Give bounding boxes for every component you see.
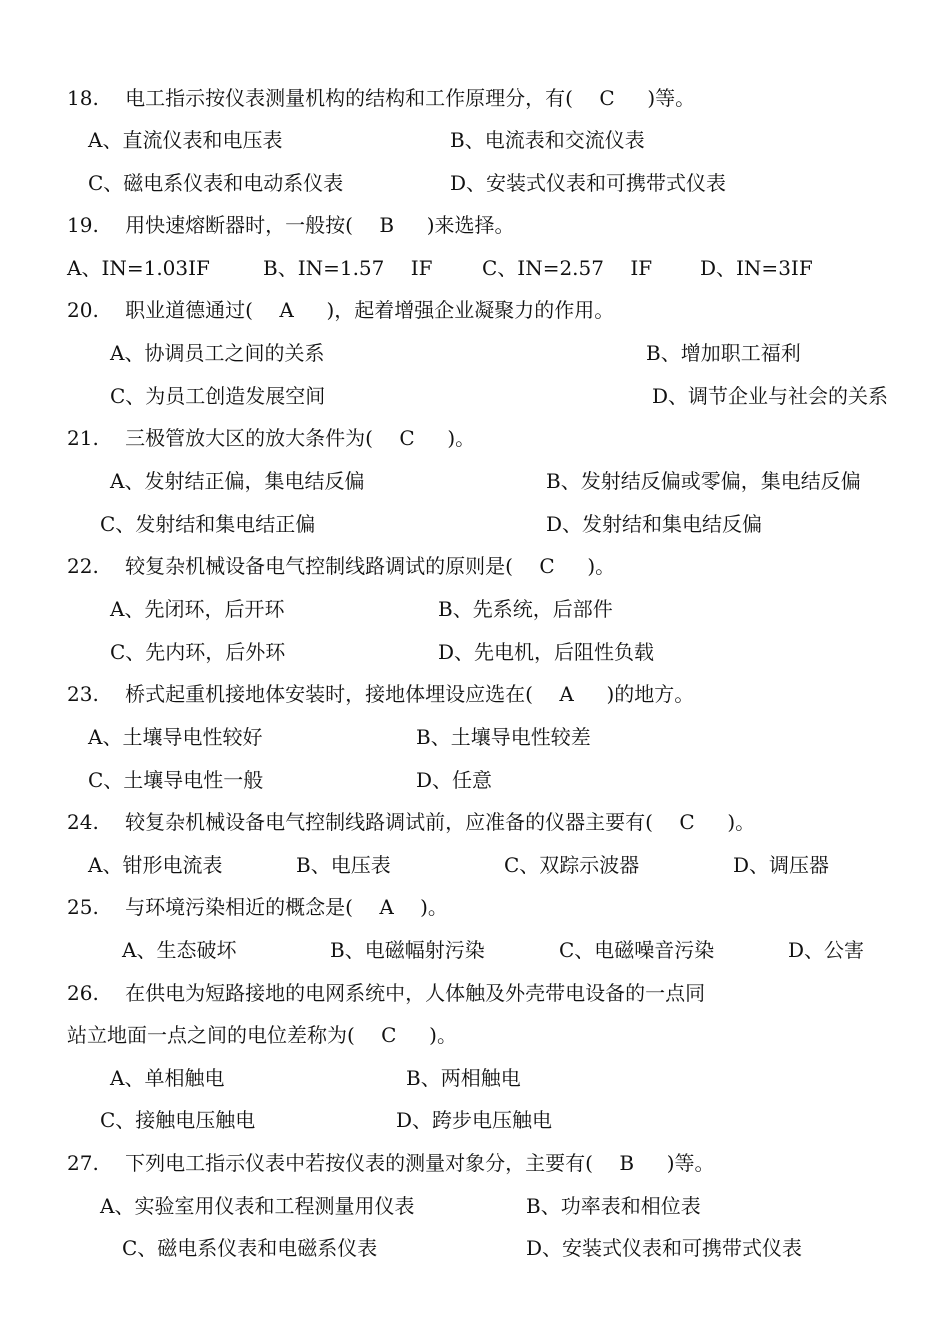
question-18-option-c: C、磁电系仪表和电动系仪表 (88, 171, 344, 195)
question-23-option-c: C、土壤导电性一般 (88, 768, 264, 792)
question-24-stem: 24. 较复杂机械设备电气控制线路调试前，应准备的仪器主要有( C )。 (67, 810, 756, 834)
question-20-option-c: C、为员工创造发展空间 (110, 384, 326, 408)
question-26-option-d: D、跨步电压触电 (396, 1108, 553, 1132)
question-25-option-d: D、公害 (788, 938, 865, 962)
question-24-option-b: B、电压表 (296, 853, 391, 877)
question-27-option-a: A、实验室用仪表和工程测量用仪表 (100, 1194, 415, 1218)
question-21-option-b: B、发射结反偏或零偏，集电结反偏 (546, 469, 861, 493)
question-26-option-c: C、接触电压触电 (100, 1108, 256, 1132)
question-26-stem: 26. 在供电为短路接地的电网系统中，人体触及外壳带电设备的一点同 (67, 981, 706, 1005)
question-23-option-d: D、任意 (416, 768, 493, 792)
question-18-option-a: A、直流仪表和电压表 (88, 128, 283, 152)
question-24-option-c: C、双踪示波器 (504, 853, 640, 877)
question-21-option-d: D、发射结和集电结反偏 (546, 512, 763, 536)
question-25-option-c: C、电磁噪音污染 (559, 938, 715, 962)
question-22-option-a: A、先闭环，后开环 (110, 597, 285, 621)
question-24-option-a: A、钳形电流表 (88, 853, 223, 877)
question-25-stem: 25. 与环境污染相近的概念是( A )。 (67, 895, 448, 919)
question-22-option-d: D、先电机，后阻性负载 (438, 640, 655, 664)
question-26-stem-continued: 站立地面一点之间的电位差称为( C )。 (67, 1023, 457, 1047)
question-21-option-c: C、发射结和集电结正偏 (100, 512, 316, 536)
question-19-option-c: C、IN=2.57 IF (482, 256, 653, 280)
question-27-stem: 27. 下列电工指示仪表中若按仪表的测量对象分，主要有( B )等。 (67, 1151, 715, 1175)
question-18-option-b: B、电流表和交流仪表 (450, 128, 645, 152)
question-18-option-d: D、安装式仪表和可携带式仪表 (450, 171, 727, 195)
question-27-option-b: B、功率表和相位表 (526, 1194, 701, 1218)
question-24-option-d: D、调压器 (733, 853, 830, 877)
question-27-option-d: D、安装式仪表和可携带式仪表 (526, 1236, 803, 1260)
question-25-option-a: A、生态破坏 (122, 938, 237, 962)
question-20-option-a: A、协调员工之间的关系 (110, 341, 325, 365)
question-21-stem: 21. 三极管放大区的放大条件为( C )。 (67, 426, 476, 450)
question-22-stem: 22. 较复杂机械设备电气控制线路调试的原则是( C )。 (67, 554, 616, 578)
question-19-option-a: A、IN=1.03IF (67, 256, 210, 280)
question-26-option-a: A、单相触电 (110, 1066, 225, 1090)
question-23-stem: 23. 桥式起重机接地体安装时，接地体埋设应选在( A )的地方。 (67, 682, 695, 706)
question-20-option-b: B、增加职工福利 (646, 341, 801, 365)
question-23-option-b: B、土壤导电性较差 (416, 725, 591, 749)
question-19-option-d: D、IN=3IF (700, 256, 813, 280)
question-22-option-b: B、先系统，后部件 (438, 597, 613, 621)
question-27-option-c: C、磁电系仪表和电磁系仪表 (122, 1236, 378, 1260)
question-20-option-d: D、调节企业与社会的关系 (652, 384, 889, 408)
question-20-stem: 20. 职业道德通过( A )，起着增强企业凝聚力的作用。 (67, 298, 615, 322)
question-23-option-a: A、土壤导电性较好 (88, 725, 263, 749)
question-26-option-b: B、两相触电 (406, 1066, 521, 1090)
question-21-option-a: A、发射结正偏，集电结反偏 (110, 469, 365, 493)
question-22-option-c: C、先内环，后外环 (110, 640, 286, 664)
question-19-option-b: B、IN=1.57 IF (263, 256, 433, 280)
question-25-option-b: B、电磁幅射污染 (330, 938, 485, 962)
question-18-stem: 18. 电工指示按仪表测量机构的结构和工作原理分，有( C )等。 (67, 86, 696, 110)
question-19-stem: 19. 用快速熔断器时，一般按( B )来选择。 (67, 213, 515, 237)
